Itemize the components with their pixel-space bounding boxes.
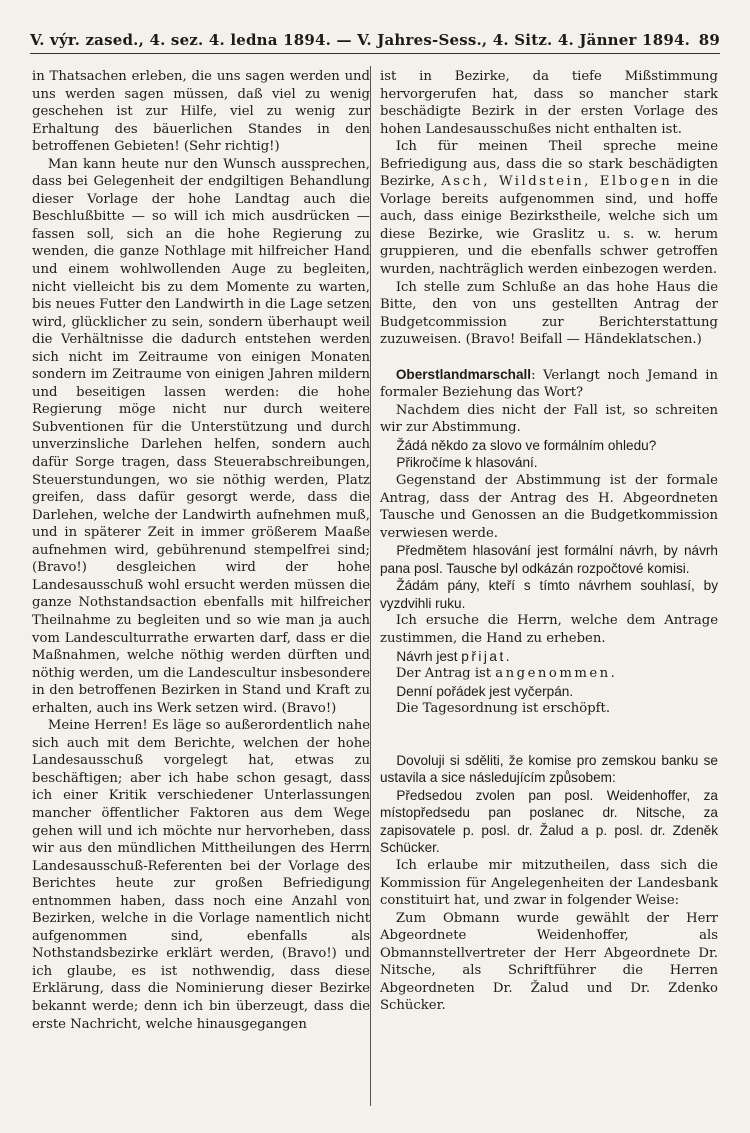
czech-paragraph: Přikročíme k hlasování. [396,455,538,471]
paragraph: Gegenstand der Abstimmung ist der formale Antrag, dass der Antrag des H. Abgeordneten Tausche und Genossen an die Budgetkommission verwiesen werde. [380,473,718,541]
paragraph: Ich stelle zum Schluße an das hohe Haus die Bitte, den von uns gestellten Antrag der Budgetcommission zur Berichterstattung zuzuweisen. (Bravo! Beifall — Händeklatschen.) [380,279,718,348]
czech-paragraph: Žádám pány, kteří s tímto návrhem souhlasí, by vyzdvihli ruku. [380,578,718,611]
district-names: Asch, Wildstein, Elbogen [441,174,673,190]
paragraph [380,665,718,683]
czech-paragraph: Předsedou zvolen pan posl. Weidenhoffer, za místopředsedu pan poslanec dr. Nitsche, za zapisovatele p. posl. dr. Žalud a p. posl. dr. Zdeněk Schücker. [380,787,718,856]
czech-paragraph: Dovoluji si sděliti, že komise pro zemskou banku se ustavila a sice následujícím způsobem: [380,752,718,786]
paragraph [380,366,718,402]
paragraph: Zum Obmann wurde gewählt der Herr Abgeordnete Weidenhoffer, als Obmannstellvertreter der Herr Abgeordnete Dr. Nitsche, als Schriftführer die Herren Abgeordneten Dr. Žalud und Dr. Zdenko Schücker. [380,910,718,1014]
paragraph-text: : Verlangt noch Jemand in formaler Beziehung das Wort? [380,367,718,401]
czech-paragraph: Žádá někdo za slovo ve formálním ohledu? [396,437,657,453]
spacer [380,349,718,366]
left-column [32,68,370,1033]
czech-paragraph: Denní pořádek jest vyčerpán. [396,683,574,699]
paragraph-text: Der Antrag ist [395,666,496,682]
paragraph: Ich erlaube mir mitzutheilen, dass sich die Kommission für Angelegenheiten der Landesbank constituirt hat, und zwar in folgender Weise: [380,857,718,909]
czech-paragraph [380,648,718,666]
paragraph: in Thatsachen erleben, die uns sagen werden und uns werden sagen müssen, daß viel zu wenig geschehen ist zur Hilfe, viel zu wenig zur Erhaltung des bäuerlichen Standes in den betroffenen Gebieten! (Sehr richtig!) [32,69,370,155]
paragraph: Die Tagesordnung ist erschöpft. [395,701,611,717]
paragraph: Man kann heute nur den Wunsch aussprechen, dass bei Gelegenheit der endgiltigen Behandlung dieser Vorlage der hohe Landtag auch die Beschlußbitte — so will ich mich ausdrücken — fassen soll, sich an die hohe Regierung zu wenden, die ganze Nothlage mit hilfreicher Hand und einem wohlwollenden Auge zu begleiten, nicht vielleicht bis zu dem Momente zu warten, bis neues Futter den Landwirth in die Lage setzen wird, glücklicher zu sein, sondern überhaupt weil die Verhältnisse die dadurch entstehen werden sich nicht im Zeitraume von einigen Monaten sondern im Zeitraume von einigen Jahren mildern und beseitigen lassen werden: die hohe Regierung möge nicht nur durch weitere Subventionen für die Unterstützung und durch unverzinsliche Darlehen helfen, sondern auch dafür Sorge tragen, dass Steuerabschreibungen, Steuerstundungen, wo sie nöthig werden, Platz greifen, dass dafür gesorgt werde, dass die Darlehen, welche der Landwirth aufnehmen muß, und in späterer Zeit in immer größerem Maaße aufnehmen wird, gebührenund stempelfrei sind; (Bravo!) desgleichen wird der hohe Landesausschuß wohl ersucht werden müssen die ganze Nothstandsaction ebenfalls mit hilfreicher Theilnahme zu begleiten und so wie man ja auch vom Landesculturrathe erwarten darf, dass er die Maßnahmen, welche nöthig werden dürften und nöthig werden, um die Landescultur insbesondere in den betroffenen Bezirken in Stand und Kraft zu erhalten, auch ins Werk setzen wird. (Bravo!) [32,156,370,716]
column-divider [370,66,371,1106]
spacer [380,735,718,752]
spaced-word: přijat. [461,648,513,664]
right-column [380,68,718,1015]
spaced-word: angenommen. [495,666,618,682]
paragraph: Nachdem dies nicht der Fall ist, so schreiten wir zur Abstimmung. [380,402,718,436]
paragraph-text: in die Vorlage bereits aufgenommen sind, und hoffe auch, dass einige Bezirkstheile, welche sich um diese Bezirke, wie Graslitz u. s. w. herum gruppieren, und die ebenfalls schwer getroffen wurden, nachträglich werden einbezogen werden. [380,174,718,278]
paragraph: Meine Herren! Es läge so außerordentlich nahe sich auch mit dem Berichte, welchen der hohe Landesausschuß vorgelegt hat, etwas zu beschäftigen; aber ich habe schon gesagt, dass ich einer Kritik verschiedener Unterlassungen mancher öffentlicher Faktoren aus dem Wege gehen will und ich möchte nur hervorheben, dass wir aus den mündlichen Mittheilungen des Herrn Landesausschuß-Referenten bei der Vorlage des Berichtes heute zur großen Befriedigung entnommen haben, dass noch eine Anzahl von Bezirken, welche in die Vorlage namentlich nicht aufgenommen sind, ebenfalls als Nothstandsbezirke erklärt werden, (Bravo!) und ich glaube, es ist nothwendig, dass diese Erklärung, dass die Nominierung dieser Bezirke bekannt werde; denn ich bin überzeugt, dass die erste Nachricht, welche hinausgegangen [32,718,370,1032]
paragraph [380,138,718,278]
spacer [380,718,718,735]
paragraph-text: Ich für meinen Theil spreche meine Befriedigung aus, dass die so stark beschädigten Bezirke, [380,139,718,190]
running-title: V. výr. zased., 4. sez. 4. ledna 1894. — V. Jahres-Sess., 4. Sitz. 4. Jänner 1894. [30,31,691,49]
page-header [30,30,720,54]
speaker-name: Oberstlandmarschall [395,366,532,382]
paragraph: Ich ersuche die Herrn, welche dem Antrage zustimmen, die Hand zu erheben. [380,613,718,646]
czech-paragraph: Předmětem hlasování jest formální návrh, by návrh pana posl. Tausche byl odkázán rozpočtové komisi. [380,543,718,576]
paragraph: ist in Bezirke, da tiefe Mißstimmung hervorgerufen hat, dass so mancher stark beschädigte Bezirk in der ersten Vorlage des hohen Landesausschußes nicht enthalten ist. [380,69,718,137]
paragraph-text: Návrh jest [396,648,462,664]
page-number: 89 [698,31,720,49]
